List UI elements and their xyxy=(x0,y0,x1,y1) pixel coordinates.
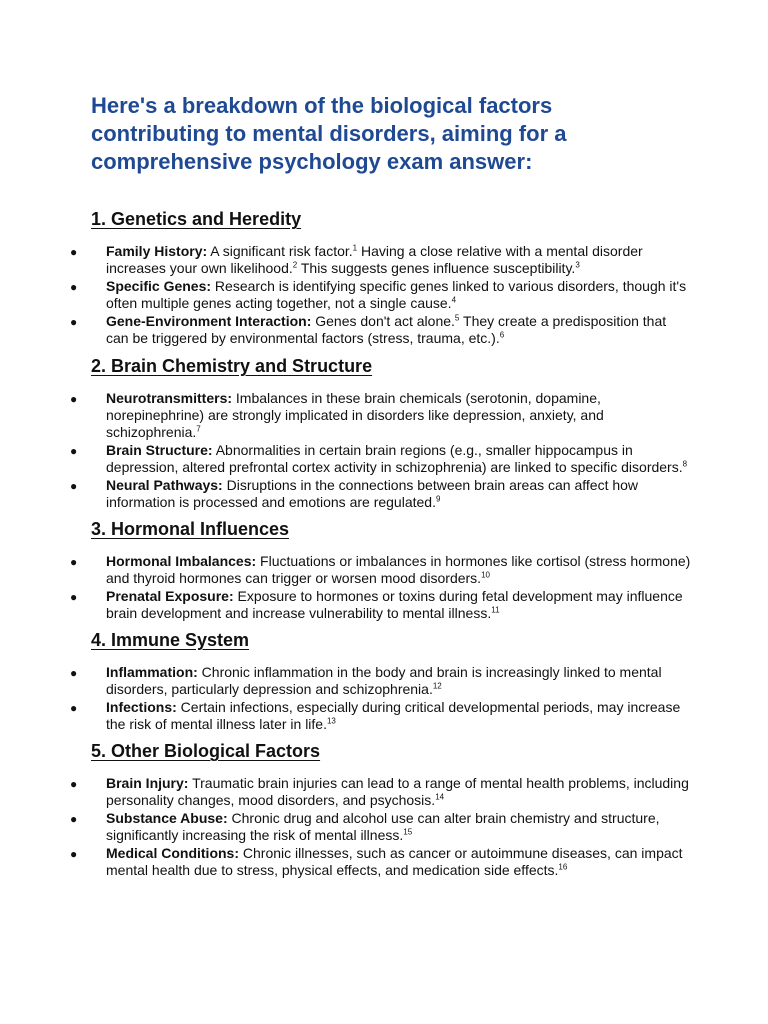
bullet-term: Gene-Environment Interaction: xyxy=(106,313,312,329)
bullet-icon: ● xyxy=(70,777,78,791)
footnote-ref: 13 xyxy=(326,716,336,726)
section-4 xyxy=(70,629,708,733)
bullet-text: Research is identifying specific genes linked to various disorders, though it's often multiple genes acting together, not a single cause. xyxy=(106,278,687,311)
list-item xyxy=(70,810,691,844)
footnote-ref: 14 xyxy=(435,792,445,802)
bullet-icon: ● xyxy=(70,555,78,569)
bullet-icon: ● xyxy=(70,315,78,329)
bullet-icon: ● xyxy=(70,444,78,458)
list-item xyxy=(70,442,691,476)
section-heading: 1. Genetics and Heredity xyxy=(91,209,302,229)
footnote-ref: 8 xyxy=(682,459,688,469)
list-item xyxy=(70,477,691,511)
footnote-ref: 12 xyxy=(432,681,442,691)
list-item xyxy=(70,553,691,587)
list-item xyxy=(70,390,691,441)
bullet-term: Neural Pathways: xyxy=(106,477,223,493)
bullet-icon: ● xyxy=(70,590,78,604)
bullet-text: They create a predisposition that can be triggered by environmental factors (stress, trauma, etc.). xyxy=(106,313,667,346)
bullet-text: Chronic inflammation in the body and brain is increasingly linked to mental disorders, particularly depression and schizophrenia. xyxy=(106,664,662,697)
bullet-term: Specific Genes: xyxy=(106,278,212,294)
bullet-icon: ● xyxy=(70,812,78,826)
bullet-term: Family History: xyxy=(106,243,208,259)
bullet-term: Substance Abuse: xyxy=(106,810,228,826)
bullet-list xyxy=(70,775,708,879)
footnote-ref: 1 xyxy=(352,243,358,253)
section-heading: 4. Immune System xyxy=(91,630,250,650)
section-heading: 5. Other Biological Factors xyxy=(91,741,321,761)
list-item xyxy=(70,278,691,312)
section-2 xyxy=(70,355,708,511)
bullet-icon: ● xyxy=(70,392,78,406)
bullet-text: Genes don't act alone. xyxy=(311,313,455,329)
section-heading: 2. Brain Chemistry and Structure xyxy=(91,356,373,376)
footnote-ref: 7 xyxy=(196,424,201,434)
bullet-term: Brain Structure: xyxy=(106,442,213,458)
footnote-ref: 16 xyxy=(558,862,568,872)
bullet-text: Having a close relative with a mental disorder increases your own likelihood. xyxy=(106,243,643,276)
bullet-term: Medical Conditions: xyxy=(106,845,239,861)
footnote-ref: 11 xyxy=(491,605,500,615)
bullet-icon: ● xyxy=(70,280,78,294)
section-1 xyxy=(70,208,708,347)
bullet-icon: ● xyxy=(70,666,78,680)
bullet-text: Disruptions in the connections between brain areas can affect how information is processed and emotions are regulated. xyxy=(106,477,639,510)
list-item xyxy=(70,664,691,698)
bullet-icon: ● xyxy=(70,245,78,259)
bullet-text: Traumatic brain injuries can lead to a range of mental health problems, including personality changes, mood disorders, and psychosis. xyxy=(106,775,689,808)
footnote-ref: 5 xyxy=(454,313,460,323)
footnote-ref: 3 xyxy=(575,260,580,270)
footnote-ref: 10 xyxy=(481,570,490,580)
bullet-list xyxy=(70,553,708,622)
footnote-ref: 9 xyxy=(435,494,441,504)
bullet-text: Abnormalities in certain brain regions (e.g., smaller hippocampus in depression, altered prefrontal cortex activity in schizophrenia) are linked to specific disorders. xyxy=(106,442,683,475)
bullet-text: Chronic illnesses, such as cancer or autoimmune diseases, can impact mental health due to stress, physical effects, and medication side effects. xyxy=(106,845,683,878)
bullet-text: Fluctuations or imbalances in hormones like cortisol (stress hormone) and thyroid hormones can trigger or worsen mood disorders. xyxy=(106,553,691,586)
bullet-term: Neurotransmitters: xyxy=(106,390,233,406)
bullet-text: Chronic drug and alcohol use can alter brain chemistry and structure, significantly increasing the risk of mental illness. xyxy=(106,810,660,843)
list-item xyxy=(70,313,691,347)
list-item xyxy=(70,243,691,277)
bullet-term: Inflammation: xyxy=(106,664,198,680)
bullet-text: Imbalances in these brain chemicals (serotonin, dopamine, norepinephrine) are strongly implicated in disorders like depression, anxiety, and schizophrenia. xyxy=(106,390,604,440)
bullet-term: Hormonal Imbalances: xyxy=(106,553,257,569)
footnote-ref: 15 xyxy=(403,827,413,837)
section-5 xyxy=(70,740,708,879)
footnote-ref: 2 xyxy=(292,260,298,270)
sections-container xyxy=(70,208,708,879)
list-item xyxy=(70,775,691,809)
bullet-term: Brain Injury: xyxy=(106,775,189,791)
bullet-list xyxy=(70,243,708,347)
footnote-ref: 6 xyxy=(499,330,505,340)
bullet-term: Prenatal Exposure: xyxy=(106,588,234,604)
bullet-list xyxy=(70,390,708,511)
bullet-text: Certain infections, especially during critical developmental periods, may increase the risk of mental illness later in life. xyxy=(106,699,681,732)
bullet-text: Exposure to hormones or toxins during fetal development may influence brain development and increase vulnerability to mental illness. xyxy=(106,588,683,621)
bullet-text: This suggests genes influence susceptibility. xyxy=(297,260,576,276)
bullet-icon: ● xyxy=(70,701,78,715)
section-heading: 3. Hormonal Influences xyxy=(91,519,290,539)
bullet-text: A significant risk factor. xyxy=(207,243,353,259)
list-item xyxy=(70,845,691,879)
bullet-list xyxy=(70,664,708,733)
bullet-icon: ● xyxy=(70,847,78,861)
list-item xyxy=(70,588,691,622)
page-title: Here's a breakdown of the biological factors contributing to mental disorders, aiming for a comprehensive psychology exam answer: xyxy=(91,93,567,174)
list-item xyxy=(70,699,691,733)
section-3 xyxy=(70,518,708,622)
bullet-term: Infections: xyxy=(106,699,177,715)
footnote-ref: 4 xyxy=(451,295,457,305)
bullet-icon: ● xyxy=(70,479,78,493)
